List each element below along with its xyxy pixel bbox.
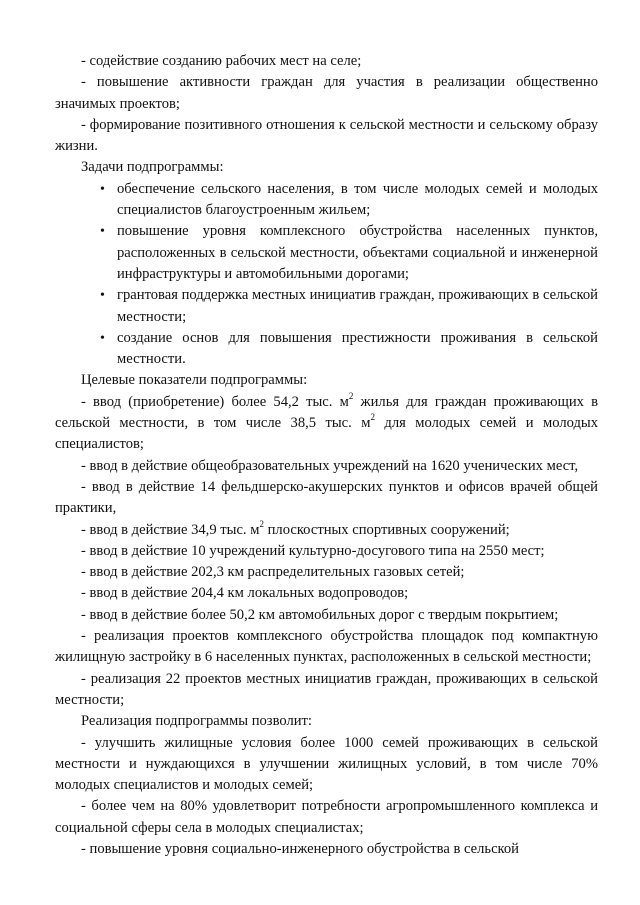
task-item — [55, 328, 598, 371]
result-item: - повышение уровня социально-инженерного обустройства в сельской — [81, 840, 519, 857]
document-page — [55, 51, 598, 860]
task-text: создание основ для повышения престижности проживания в сельской местности. — [117, 329, 598, 368]
bullet-icon: • — [100, 330, 105, 346]
task-item — [55, 221, 598, 285]
task-text: обеспечение сельского населения, в том числе молодых семей и молодых специалистов благоустроенным жильем; — [117, 180, 598, 219]
tasks-list — [55, 179, 598, 371]
indicator-item: - реализация 22 проектов местных инициатив граждан, проживающих в сельской местности; — [55, 670, 598, 708]
task-item — [55, 285, 598, 328]
indicator-item: - ввод в действие 10 учреждений культурно-досугового типа на 2550 мест; — [81, 542, 545, 559]
task-text: грантовая поддержка местных инициатив граждан, проживающих в сельской местности; — [117, 287, 598, 325]
superscript: 2 — [259, 518, 264, 529]
indicator-item: - ввод в действие общеобразовательных учреждений на 1620 ученических мест, — [81, 457, 579, 474]
tasks-heading: Задачи подпрограммы: — [81, 159, 224, 176]
indicators-heading: Целевые показатели подпрограммы: — [81, 372, 308, 389]
task-item — [55, 179, 598, 222]
indicator-text: для молодых семей и молодых специалистов; — [55, 415, 599, 453]
intro-item: - повышение активности граждан для участия в реализации общественно значимых проектов; — [55, 74, 598, 112]
bullet-icon: • — [100, 288, 105, 304]
indicator-item: - ввод в действие 204,4 км локальных водопроводов; — [81, 585, 409, 602]
bullet-icon: • — [100, 224, 105, 240]
indicator-item: - ввод в действие 202,3 км распределительных газовых сетей; — [81, 564, 465, 581]
indicator-item: - ввод в действие более 50,2 км автомобильных дорог с твердым покрытием; — [81, 606, 559, 623]
indicator-item: - реализация проектов комплексного обустройства площадок под компактную жилищную застройку в 6 населенных пунктах, расположенных в сельской местности; — [55, 628, 598, 666]
results-heading: Реализация подпрограммы позволит: — [81, 713, 312, 730]
intro-item: - содействие созданию рабочих мест на селе; — [81, 53, 362, 69]
indicator-item: - ввод в действие 14 фельдшерско-акушерских пунктов и офисов врачей общей практики, — [55, 478, 598, 517]
superscript: 2 — [370, 412, 375, 423]
indicator-text: жилья для граждан проживающих в сельской местности, в том числе 38,5 тыс. м — [55, 393, 598, 432]
indicator-housing — [55, 392, 598, 456]
result-item: - улучшить жилищные условия более 1000 семей проживающих в сельской местности и нуждающихся в улучшении жилищных условий, в том числе 70% молодых специалистов и молодых семей; — [55, 734, 598, 794]
result-item: - более чем на 80% удовлетворит потребности агропромышленного комплекса и социальной сферы села в молодых специалистах; — [55, 798, 598, 836]
indicator-text: плоскостных спортивных сооружений; — [263, 521, 510, 538]
bullet-icon: • — [100, 181, 105, 197]
indicator-text: - ввод (приобретение) более 54,2 тыс. м — [81, 393, 349, 410]
superscript: 2 — [348, 390, 354, 401]
indicator-sport — [55, 520, 598, 541]
indicator-text: - ввод в действие 34,9 тыс. м — [81, 521, 260, 538]
intro-item: - формирование позитивного отношения к сельской местности и сельскому образу жизни. — [55, 116, 598, 155]
task-text: повышение уровня комплексного обустройства населенных пунктов, расположенных в сельской местности, объектами социальной и инженерной инфраструктуры и автомобильными дорогами; — [117, 223, 598, 282]
